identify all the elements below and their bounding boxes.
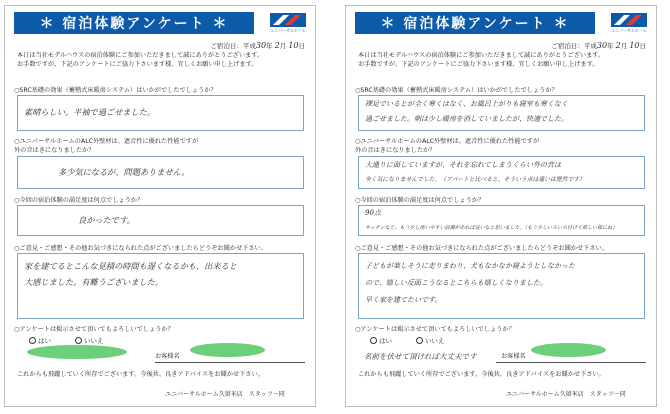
intro-text: 本日は当社モデルハウスの宿泊体験にご参加いただきまして誠にありがとうございます。 お手数ですが、下記のアンケートにご協力下さいます様、宜しくお願い申し上げます。 [358,52,605,68]
footer-shop: ユニバーサルホーム久留米店 スタッフ一同 [506,391,626,398]
question-2: ○ユニバーサルホームのALC外壁材は、遮音性に優れた性能ですが 外の音はきになりましたか？ [355,138,540,154]
yes-radio-icon [29,337,36,344]
company-logo: ユニバーサルホーム [610,12,648,34]
customer-name-label: お客様名 [501,353,526,360]
customer-name-redaction [531,343,606,357]
question-3: ○今回の宿泊体験の満足度は何点でしょうか？ [14,197,144,204]
answer-1-box [358,95,645,131]
answer-2-box [17,156,304,189]
question-2: ○ユニバーサルホームのALC外壁材は、遮音性に優れた性能ですが 外の音はきになりましたか？ [14,138,199,154]
survey-title: ＊ 宿泊体験アンケート ＊ [14,12,254,34]
customer-name-line [496,362,646,363]
question-4: ○ご意見・ご感想・その他お気づきになられた点がございましたらどうぞお聞かせ下さい。 [355,245,608,252]
survey-sheet-right [345,5,657,407]
question-4: ○ご意見・ご感想・その他お気づきになられた点がございましたらどうぞお聞かせ下さい。 [14,245,267,252]
question-1: ○SRC基礎の効果（蓄熱式床暖房システム）はいかがでしたでしょうか？ [14,87,217,94]
answer-4-box [17,253,304,319]
answer-3: 良かったです。 [78,215,135,225]
customer-name-line [155,362,305,363]
survey-title: ＊ 宿泊体験アンケート ＊ [355,12,595,34]
answer-2: 多少気になるが、問題ありません。 [58,167,190,177]
consent-options [29,336,104,345]
answer-4-line1: 家を建てるとこんな見積の時間も遅くなるかも、出来ると [24,261,237,271]
answer-3-box [358,205,645,236]
customer-name-label: お客様名 [155,353,180,360]
stay-date: ご宿泊日：平成30年 2月 10日 [551,41,646,50]
no-radio-icon [416,337,423,344]
question-3: ○今回の宿泊体験の満足度は何点でしょうか？ [355,197,485,204]
consent-note: 名前を伏せて頂ければ大丈夫です [364,352,477,361]
consent-options [370,336,445,345]
yes-radio-icon [370,337,377,344]
consent-no-option[interactable]: いいえ [416,336,445,345]
survey-sheet-left [4,5,316,407]
question-5: ○アンケートは掲示させて頂いてもよろしいでしょうか？ [355,326,515,333]
answer-4-line2: ので、嬉しい反面こうなるとこちらも嬉しくなりました。 [365,279,547,287]
no-radio-icon [75,337,82,344]
consent-no-option[interactable]: いいえ [75,336,104,345]
answer-4-line2: 大感じました。有難うございました。 [24,277,164,287]
answer-4-line1: 子どもが楽しそうに走りまわり、犬もなかなか寝ようとしなかった [365,262,575,270]
answer-2-box [358,156,645,189]
answer-1: 素晴らしい。半袖で過ごせました。 [24,107,156,117]
answer-1-box [17,95,304,131]
consent-yes-option[interactable]: はい [370,336,392,345]
answer-1-line1: 裸足でいるとが全く寒くはなく、お風呂上がりも寝室も寒くなく [365,100,568,108]
footer-message: これからも飛躍していく所存でございます。今後共、良きアドバイスをお聞かせ下さい。 [358,371,605,378]
footer-shop: ユニバーサルホーム久留米店 スタッフ一同 [165,391,285,398]
consent-yes-option[interactable]: はい [29,336,51,345]
answer-3-box [17,205,304,236]
customer-name-redaction [190,343,265,357]
company-logo: ユニバーサルホーム [269,12,307,34]
footer-message: これからも飛躍していく所存でございます。今後共、良きアドバイスをお聞かせ下さい。 [17,371,264,378]
answer-3-score: 90点 [365,209,381,217]
question-1: ○SRC基礎の効果（蓄熱式床暖房システム）はいかがでしたでしょうか？ [355,87,558,94]
answer-4-box [358,253,645,319]
intro-text: 本日は当社モデルハウスの宿泊体験にご参加いただきまして誠にありがとうございます。 お手数ですが、下記のアンケートにご協力下さいます様、宜しくお願い申し上げます。 [17,52,264,68]
stay-date: ご宿泊日：平成30年 2月 10日 [210,41,305,50]
answer-3-comment: キッチンなど、もう少し使いやすい設備があれば良いなと思いました。（もう少しいろいろ付けて欲しい様にね） [365,225,618,231]
answer-2-line1: 大通りに面していますが、それを忘れてしまうくらい外の音は [365,161,561,169]
answer-1-line2: 過ごせました。朝は少し暖房を消していましたが、快適でした。 [365,115,568,123]
redaction-mark [27,345,127,359]
question-5: ○アンケートは掲示させて頂いてもよろしいでしょうか？ [14,326,174,333]
answer-2-line2: 全く気になりませんでした。（アパートと比べると、そういう点は違いは歴然です） [365,177,585,183]
answer-4-line3: 早く家を建てたいです。 [365,296,442,304]
